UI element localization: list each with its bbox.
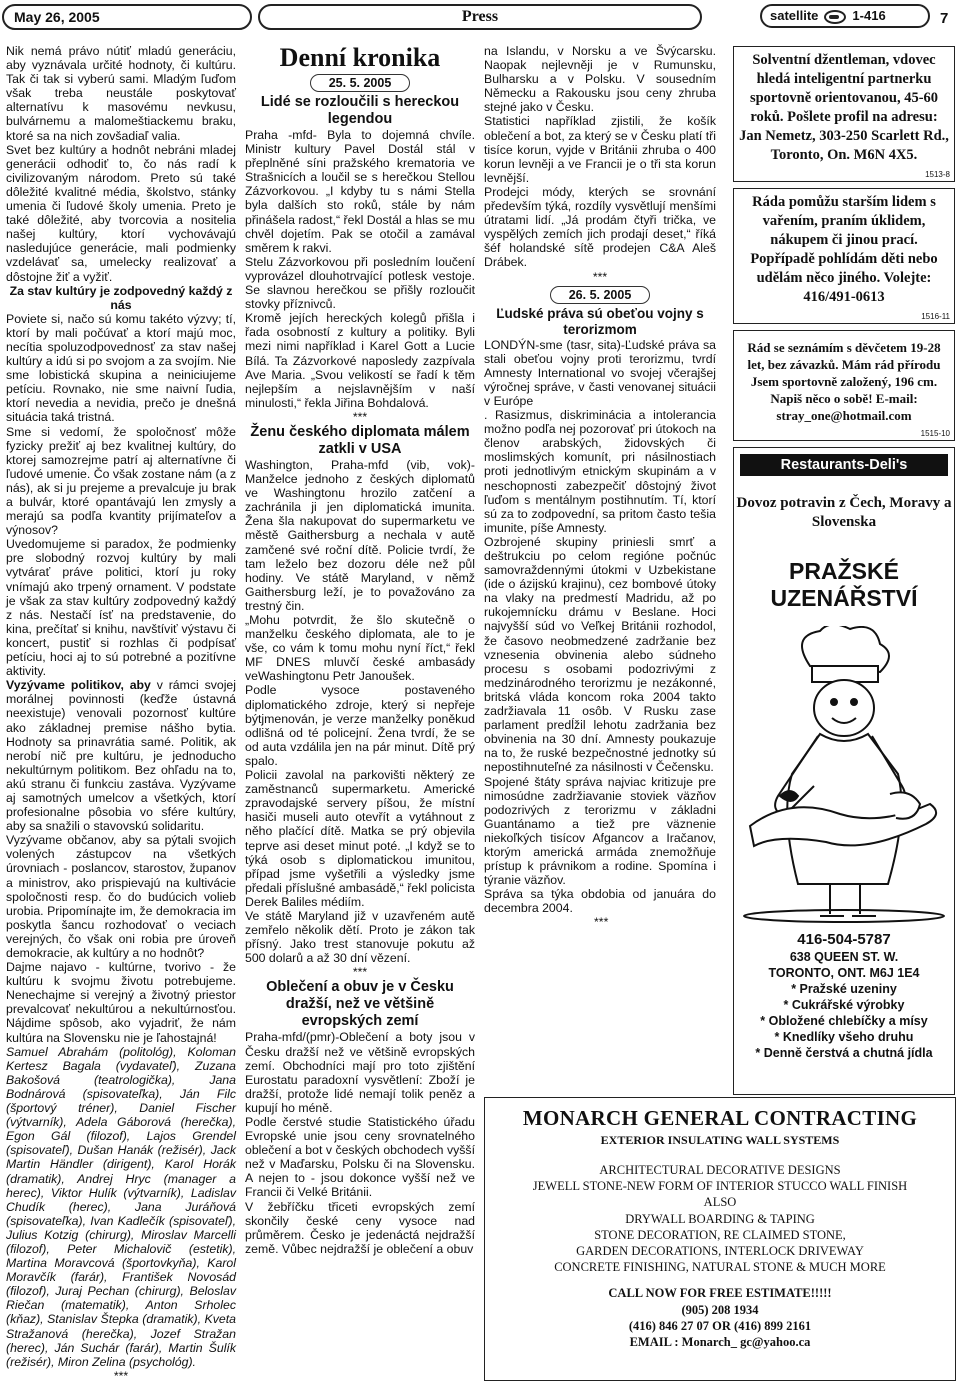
issue-number: 1-416 bbox=[852, 8, 886, 23]
separator: *** bbox=[352, 965, 368, 980]
paragraph: Stelu Zázvorkovou při posledním loučení vyprovázel dlouhotrvající potlesk vestoje. Se slavnou herečkou se přišly rozloučit stovky příznivců. bbox=[245, 254, 475, 312]
call-line: (905) 208 1934 bbox=[681, 1302, 759, 1317]
ad-text: Solventní džentleman, vdovec hledá inteligentní partnerku sportovně orientovanou, 45-60 roků. Pošlete profil na adresu: Jan Nemetz, 303-250 Scarlett Rd., Toronto, On. M6N 4X5. bbox=[739, 52, 949, 163]
deli-subtitle: Dovoz potravin z Čech, Moravy a Slovenska bbox=[736, 495, 952, 530]
deli-phone: 416-504-5787 bbox=[797, 931, 891, 948]
paragraph: Ve státě Maryland již v uzavřeném autě zemřelo několik dětí. Proto je zákon tak přísný. Jako trest stanovuje pokutu až 500 dolarů a až 30 dní vězení. bbox=[245, 908, 475, 966]
monarch-services bbox=[485, 1162, 955, 1275]
paragraph: Podle čerstvé studie Statistického úřadu Evropské unie jsou ceny srovnatelného oblečení a bot v českých obchodech vyšší než v Maďarsku, Polsku či na Slovensku. A nejen to - jsou dokonce vyšší než ve Francii či Velké Británii. bbox=[245, 1115, 475, 1200]
satellite-label: satellite bbox=[770, 8, 819, 23]
deli-address: 638 QUEEN ST. W. bbox=[789, 950, 899, 964]
paragraph: Prodejci módy, kterých se srovnání především týká, rozdíly vysvětlují menšími útratami lidí. „Já prodám čtyři trička, ve vyspělých zemích jich prodají deset,“ říká šéf holandské sítě prodejen C&A Aleš Drábek. bbox=[484, 184, 716, 270]
ad-code: 1516-11 bbox=[921, 312, 950, 321]
service-line: ARCHITECTURAL DECORATIVE DESIGNS bbox=[599, 1163, 841, 1177]
deli-item: * Obložené chlebíčky a mísy bbox=[760, 1014, 928, 1028]
call-line: CALL NOW FOR FREE ESTIMATE!!!!! bbox=[608, 1286, 832, 1301]
service-line: DRYWALL BOARDING & TAPING bbox=[625, 1211, 815, 1226]
date-badge: 25. 5. 2005 bbox=[310, 74, 410, 92]
paragraph: Poviete si, načo sú komu takéto výzvy; tí, ktorí by mali počúvať a ktorí majú moc, necítia spoluzodpovednosť za stav našej kultúry a idú si po svojom a za svojím. Nie sme lobistická skupina a neiniciujeme petíciu. Rovnako, nie sme naivní ľudia, ktorí nevedia a nevidia, prečo je dnešná situácia taká tristná. bbox=[6, 311, 236, 425]
paragraph: Praha -mfd- Byla to dojemná chvíle. Ministr kultury Pavel Dostál stál v přeplněné síni pražského krematoria ve Strašnicích a loučil se s herečkou Stellou Zázvorkovou. „I kdyby tu s námi Stella byla dalších sto roků, stále by nám přinášela radost,“ řekl Dostál a hlas se mu chvěl dojetím. Pak se otočil a zamával směrem k rakvi. bbox=[245, 128, 475, 255]
separator: *** bbox=[352, 409, 368, 424]
paragraph: Sme si vedomí, že spoločnosť môže fyzicky prežiť aj bez kvalitnej kultúry, do ktorej samozrejme patrí aj alternatívne či ľudové umenie. Čo však zostane nám (a z nás), ak si ju prejeme a prevalcuje ju brak a bulvár, ktoré opantávajú len zmysly a merajú sa podľa kvantity prijímateľov a výnosov? bbox=[6, 424, 236, 538]
separator: *** bbox=[113, 1368, 129, 1383]
monarch-subtitle: EXTERIOR INSULATING WALL SYSTEMS bbox=[600, 1133, 840, 1147]
paragraph: Ozbrojené skupiny priniesli smrť a deštrukciu po celom regióne počnúc samovraždennými útokmi v Uzbekistane (ide o ázijskú krajinu), cez bombové útoky na vlaky na predmestí Madridu, až po rukojemnícku drámu v Beslane. Hoci najvyšší súd vo Veľkej Británii rozhodol, že časovo neobmedzené zadržanie bez vznesenia obvinenia alebo súdneho procesu s osobami podozrivými z medzinárodného terorizmu je nezákonné, britská vláda koncom roka 2004 takto zadržiavala 11 osôb. V Rusku zase parlament predĺžil lehotu zadržania bez obvinenia na 30 dní. Amnesty poukazuje na to, že ruské bezpečnostné jednotky sú nepostihnuteľné za násilnosti v Čečensku. bbox=[484, 534, 716, 775]
classified-ad bbox=[733, 46, 955, 182]
paragraph-text: v rámci svojej morálnej povinnosti (keďže ústavná neexistuje) venovali pozornosť kultúre ako základnej premise nášho bytia. Hodnoty sa prinavrátia samé. Politik, ak nerobí nič pre kultúru, je jednoducho nekultúrnym politikom. Bez ohľadu na to, akú stranu či funkciu zastáva. Vyzývame aj samotných umelcov a všetkých, ktorí profesionalne pôsobia vo sfére kultúry, aby sa snažili o stavovskú solidaritu. bbox=[6, 678, 237, 834]
page-header bbox=[0, 0, 960, 40]
deli-item: * Knedlíky všeho druhu bbox=[774, 1030, 914, 1044]
headline: Ľudské práva sú obeťou vojny s terorizmom bbox=[496, 305, 704, 337]
deli-name: PRAŽSKÉ UZENÁŘSTVÍ bbox=[770, 558, 918, 611]
page-number: 7 bbox=[940, 10, 949, 27]
paragraph bbox=[6, 678, 236, 833]
paper-name: Press bbox=[258, 4, 702, 30]
ad-code: 1515-10 bbox=[920, 429, 950, 438]
deli-advertisement bbox=[733, 447, 955, 1095]
deli-item: * Denně čerstvá a chutná jídla bbox=[755, 1046, 933, 1060]
call-line: (416) 846 27 07 OR (416) 899 2161 bbox=[628, 1318, 812, 1333]
deli-city: TORONTO, ONT. M6J 1E4 bbox=[768, 966, 920, 980]
date-badge: 26. 5. 2005 bbox=[550, 286, 650, 304]
classified-ad bbox=[733, 188, 955, 324]
column-1-slovak-culture bbox=[6, 44, 236, 1383]
ad-code: 1513-8 bbox=[925, 170, 950, 179]
headline: Ženu českého diplomata málem zatkli v USA bbox=[250, 423, 470, 457]
paragraph: Podle vysoce postaveného diplomatického zdroje, který si nepřeje býtjmenován, je verze manželky poněkud odlišná od té policejní. Žena tvrdí, že se od auta vzdálila jen na pár minut. Dítě prý spalo. bbox=[245, 683, 475, 768]
service-line: ALSO bbox=[703, 1195, 737, 1210]
column-3-news bbox=[484, 44, 716, 930]
paragraph: Spojené štáty správa najviac kritizuje pre nimosúdne zadržiavanie stoviek väzňov podozrivých z terorizmu v základni Guantánamo a tiež pre väznenie niekoľkých tisícov Afgancov a Iračanov, ktorým americká armáda znemožňuje prístup k právnikom a rodine. Spomína i týranie väzňov. bbox=[484, 774, 716, 888]
service-line: JEWELL STONE-NEW FORM OF INTERIOR STUCCO WALL FINISH bbox=[532, 1179, 908, 1194]
paragraph: na Islandu, v Norsku a ve Švýcarsku. Naopak nejlevněji je v Rumunsku, Bulharsku a v Polsku. V sousedním Německu a Rakousku jsou ceny zhruba stejné jako v Česku. bbox=[484, 44, 716, 115]
paragraph: V žebříčku třiceti evropských zemí skončily české ceny vysoce nad průměrem. Česko je jedenáctá nejdražší země. Vůbec nejdražší je oblečení a obuv bbox=[245, 1199, 475, 1256]
paragraph: . Rasizmus, diskriminácia a intolerancia možno podľa nej pozorovať pri útokoch na členov arabských, židovských či moslimských komunít, pri násilnostiach proti jednotlivým etnickým skupinám a v neschopnosti zabezpečiť dôstojný život ľuďom s mentálnym postihnutím. Tí, ktorí sú za to zodpovední, sa pritom často tešia imunite, píše Amnesty. bbox=[484, 408, 716, 535]
monarch-advertisement bbox=[484, 1097, 956, 1381]
service-line: STONE DECORATION, RE CLAIMED STONE, bbox=[594, 1227, 846, 1242]
paragraph: LONDÝN-sme (tasr, sita)-Ľudské práva sa stali obeťou vojny proti terorizmu, tvrdí Amnesty International vo svojej včerajšej výročnej správe, v časti venovanej situácii v Európe bbox=[484, 337, 716, 408]
issue-date: May 26, 2005 bbox=[2, 4, 252, 30]
paragraph: Kromě jejích hereckých kolegů přišla i řada osobností z kultury a politiky. Byli mezi nimi například i Karel Gott a Lucie Bílá. Ta Zázvorkové naposledy zazpívala Ave Maria. „Svou velikostí se řadí k těm nejlepším a nejslavnějším v naší minulosti,“ řekla Jiřina Bohdalová. bbox=[245, 311, 475, 410]
service-line: CONCRETE FINISHING, NATURAL STONE & MUCH MORE bbox=[554, 1260, 886, 1275]
paragraph: Uvedomujeme si paradox, že podmienky pre slobodný rozvoj kultúry by mali vytvárať práve politici, ktorí ju roky vnímajú ako trpený ornament. V podstate je však za stav kultúry zodpovedný každý z nás. Nestačí ísť na predstavenie, do kina, prečítať si knihu, navštíviť výstavu či koncert, pustiť si rozhlas či podpísať petíciu, hoci aj to sú potrebné a pozitívne aktivity. bbox=[6, 537, 236, 679]
deli-item: * Cukrářské výrobky bbox=[783, 998, 905, 1012]
classified-ad bbox=[733, 330, 955, 441]
deli-item: * Pražské uzeniny bbox=[791, 982, 897, 996]
paragraph: Statistici například zjistili, že košík oblečení a bot, za který se v Česku platí tři tisíce korun, vyjde v Británii zhruba o 400 korun levněji a ve Francii je o tři sta korun levnější. bbox=[484, 114, 716, 185]
paragraph: Dajme najavo - kultúrne, tvorivo - že kultúru k svojmu životu potrebujeme. Nenechajme si verejný a životný priestor prevalcovať nekultúrou a nekultúrnosťou. Nájdime spôsob, ako vyjadriť, že nám kultúra na Slovensku nie je ľahostajná! bbox=[6, 960, 236, 1045]
paragraph: Policii zavolal na parkovišti některý ze zaměstnanců supermarketu. Americké zpravodajské servery píšou, že místní hasiči museli auto otevřít a vytáhnout z něho plačící dítě. Matka se prý objevila teprve asi deset minut poté. „I když se to týká osob s diplomatickou imunitou, případ jsme vyšetřili a výsledky jsme předali příslušné ambasádě,“ řekl policista Derek Baliles médiím. bbox=[245, 768, 475, 909]
deli-contact bbox=[734, 930, 954, 1061]
column-2-daily-chronicle bbox=[245, 44, 475, 1256]
separator: *** bbox=[594, 915, 609, 930]
chef-illustration-icon bbox=[740, 626, 948, 926]
monarch-contact bbox=[485, 1285, 955, 1350]
globe-icon bbox=[824, 10, 846, 24]
paragraph: Vyzývame občanov, aby sa pýtali svojich volených zástupcov na všetkých úrovniach - poslancov, starostov, županov a ministrov, ako prispievajú na kultivácie spoločnosti resp. čo do budúcich volieb urobia. Pripomínajte im, že demokracia im poskytla šancu rozhodovať o veciach verejných, čo však oni robia pre úroveň demokracie, ak kultúry a no hodnôt? bbox=[6, 833, 236, 960]
call-line: EMAIL : Monarch_ gc@yahoo.ca bbox=[629, 1335, 811, 1350]
satellite-badge bbox=[760, 4, 930, 28]
paragraph: „Mohu potvrdit, že šlo skutečně o manželku českého diplomata, ale to je vše, co vám k tomu mohu nyní říct,“ řekl MF DNES mluvčí české ambasády veWashingtonu Petr Janoušek. bbox=[245, 613, 475, 684]
headline: Oblečení a obuv je v Česku dražší, než ve většině evropských zemí bbox=[266, 979, 454, 1030]
paragraph: Správa sa týka obdobia od januára do decembra 2004. bbox=[484, 887, 716, 916]
paragraph: Praha-mfd/(pmr)-Oblečení a boty jsou v Česku dražší než ve většině evropských zemí. Obchodníci mají pro toto zjištění Eurostatu paradoxní vysvětlení: Zboží je dražší, protože lidé nemají tolik peněz a kupují ho méně. bbox=[245, 1030, 475, 1115]
paragraph: Washington, Praha-mfd (vib, vok)- Manželce jednoho z českých diplomatů ve Washingtonu hrozilo zatčení a zachránila ji jen diplomatická imunita. Žena šla nakupovat do supermarketu ve městě Gaithersburg a nechala v autě zamčené své roční dítě. Policie tvrdí, že tam leželo bez dozoru déle než půl hodiny. Ve státě Maryland, v němž Gaithersburg leží, je to považováno za trestný čin. bbox=[245, 457, 475, 613]
separator: *** bbox=[592, 269, 608, 284]
headline: Lidé se rozloučili s hereckou legendou bbox=[260, 94, 460, 127]
monarch-title: MONARCH GENERAL CONTRACTING bbox=[522, 1106, 918, 1130]
column-4-classifieds bbox=[733, 46, 955, 1101]
service-line: GARDEN DECORATIONS, INTERLOCK DRIVEWAY bbox=[576, 1244, 864, 1259]
inline-heading: Vyzývame politikov, aby bbox=[6, 678, 151, 693]
deli-title: Restaurants-Deli's bbox=[740, 454, 948, 476]
section-title: Denní kronika bbox=[279, 43, 441, 72]
ad-text: Ráda pomůžu starším lidem s vařením, praním úklidem, nákupem či jinou prací. Popřípadě pohlídám děti nebo udělám něco jiného. Volejte: 416/491-0613 bbox=[750, 194, 938, 305]
subheading: Za stav kultúry je zodpovedný každý z nás bbox=[9, 283, 233, 312]
paragraph: Svet bez kultúry a hodnôt nebráni mladej generácii odhodiť to, čo nás radí k civilizovaným národom. Preto sú také dôležité kvalitné média, školstvo, stánky umenia či ľudové školy umenia. Preto je také dôležité, aby tvorcovia a nositelia našej kultúry, ktorí vychovávajú nasledujúce generácie, mali podmienky vzdelávať sa, umelecky realizovať a dôstojne žiť a vyžiť. bbox=[6, 142, 236, 284]
paragraph: Nik nemá právo nútiť mladú generáciu, aby vyznávala určité hodnoty, či kultúru. Tak či tak si vyberú sami. Mladým ľuďom však treba neustále poskytovať alternatívu k masovému nevkusu, bulvárnemu a malomeštiackemu braku, ktoré sa na nich zovšadiaľ valia. bbox=[6, 44, 236, 143]
signatories: Samuel Abrahám (politológ), Koloman Kertesz Bagala (vydavateľ), Zuzana Bakošová (teatrologička), Jana Bodnárová (spisovateľka), Ján Filc (športový tréner), Daniel Fischer (výtvarník), Adela Gáborová (herečka), Egon Gál (filozof), Lajos Grendel (spisovateľ), Dušan Hanák (režisér), Jack Martin Händler (dirigent), Karol Horák (dramatik), Andrej Hryc (manager a herec), Viktor Hulík (výtvarník), Ladislav Chudík (herec), Jana Juráňová (spisovateľka), Ivan Kadlečík (spisovateľ), Julius Kotzig (chirurg), Miroslav Marcelli (filozof), Peter Michalovič (estetik), Martina Moravcová (športovkyňa), Karol Moravčík (farár), František Novosád (filozof), Juraj Pechan (chirurg), Beloslav Riečan (matematik), Anton Srholec (kňaz), Stanislav Štepka (dramatik), Kveta Stražanová (herečka), Jozef Stražan (herec), Ján Suchár (farár), Martin Šulík (režisér), Miron Zelina (psychológ). bbox=[6, 1044, 236, 1369]
ad-text: Rád se seznámím s děvčetem 19-28 let, bez závazků. Mám rád přírodu Jsem sportovně založený, 196 cm. Napiš něco o sobě! E-mail: stray_one@hotmail.com bbox=[747, 340, 941, 423]
